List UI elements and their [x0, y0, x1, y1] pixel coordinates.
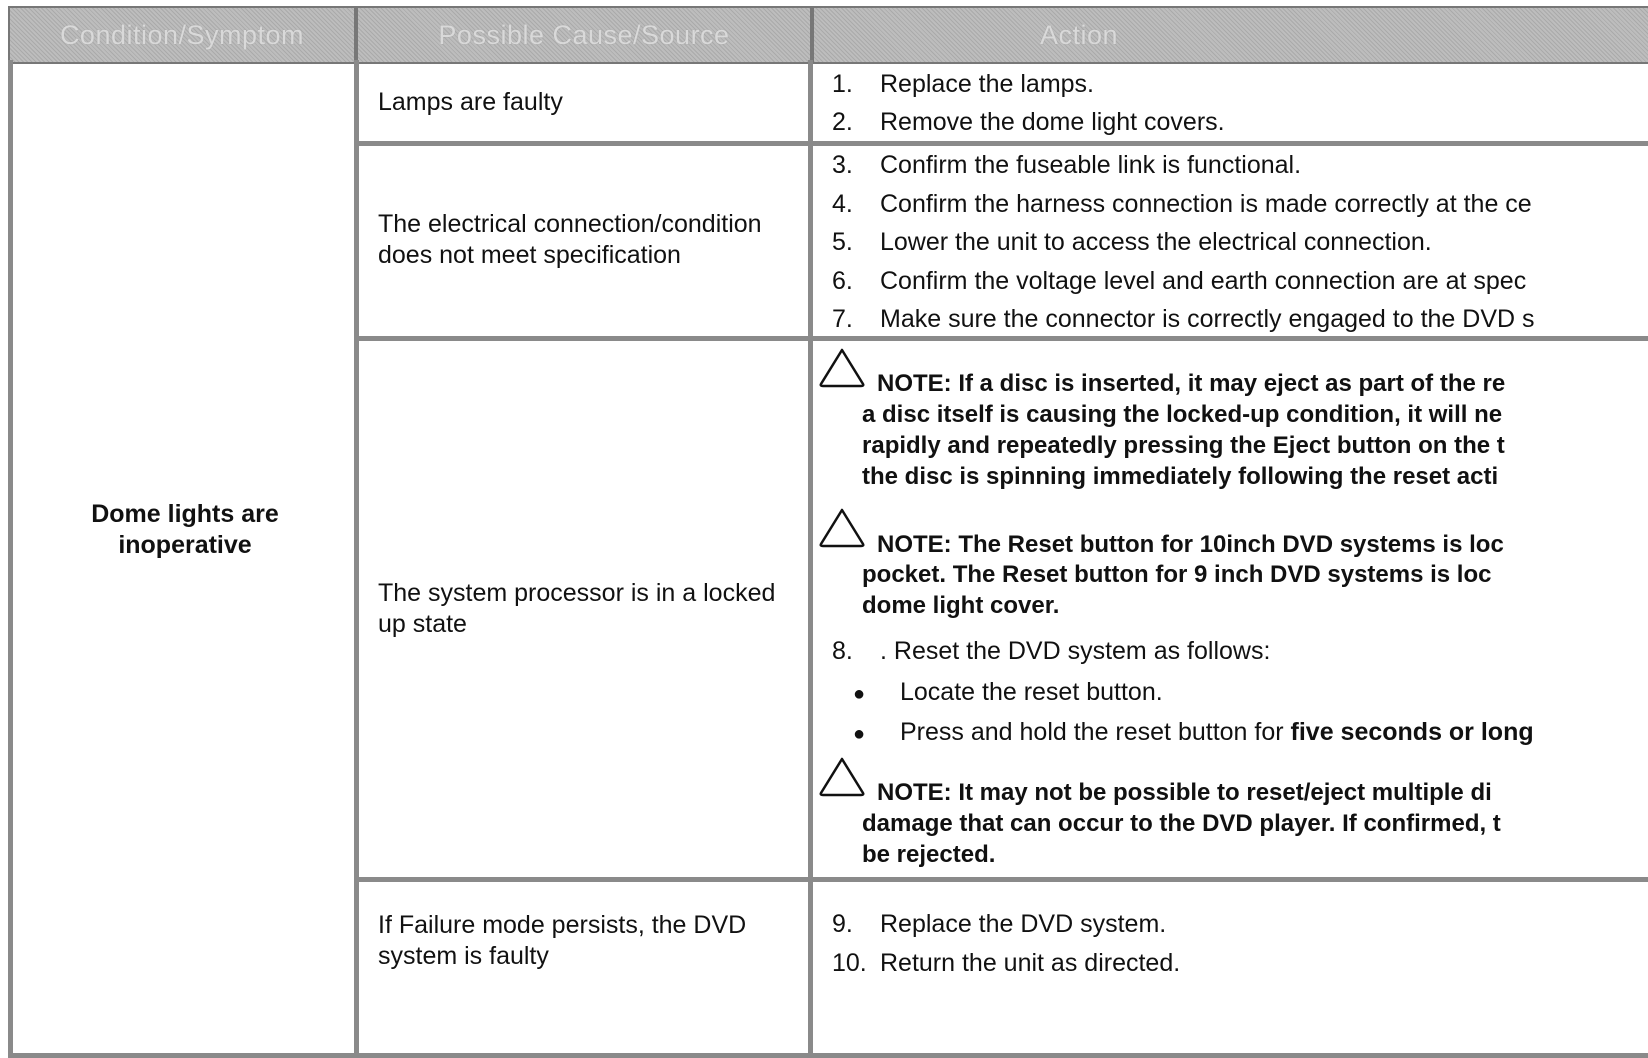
warning-triangle-icon [818, 507, 866, 549]
note-3-line-1: NOTE: It may not be possible to reset/eject multiple di [877, 779, 1492, 806]
step-5-num: 5. [832, 228, 853, 256]
note-2-line-2: pocket. The Reset button for 9 inch DVD systems is loc [862, 561, 1492, 588]
step-10-num: 10. [832, 949, 867, 977]
step-3-num: 3. [832, 151, 853, 179]
note-1-line-1: NOTE: If a disc is inserted, it may eject as part of the re [877, 370, 1506, 397]
step-9-text: Replace the DVD system. [880, 910, 1167, 938]
bullet-dot: ● [852, 683, 866, 705]
bullet-press-hold-bold: five seconds or long [1290, 718, 1534, 746]
step-8 [832, 636, 1270, 667]
step-5 [832, 227, 1432, 258]
header-cause [356, 6, 812, 64]
grid-line-col1 [354, 60, 359, 1057]
step-8-num: 8. [832, 637, 853, 665]
note-1-line-3: rapidly and repeatedly pressing the Eject button on the t [862, 432, 1505, 459]
step-7-text: Make sure the connector is correctly engaged to the DVD s [880, 305, 1535, 333]
step-1 [832, 69, 1094, 100]
grid-line-bottom [8, 1053, 1648, 1058]
step-4-num: 4. [832, 190, 853, 218]
step-6 [832, 266, 1526, 297]
bullet-press-hold-text: Press and hold the reset button for [900, 718, 1291, 746]
step-7 [832, 304, 1535, 335]
step-7-num: 7. [832, 305, 853, 333]
header-condition [8, 6, 356, 64]
grid-line-row1 [354, 141, 1648, 146]
step-2 [832, 107, 1225, 138]
step-2-num: 2. [832, 108, 853, 136]
step-4-text: Confirm the harness connection is made correctly at the ce [880, 190, 1532, 218]
header-condition-label: Condition/Symptom [59, 19, 305, 50]
step-2-text: Remove the dome light covers. [880, 108, 1225, 136]
cause-dvd-faulty: If Failure mode persists, the DVD system is faulty [378, 911, 747, 970]
step-8-text: . Reset the DVD system as follows: [880, 637, 1271, 665]
grid-line-col2 [808, 60, 813, 1057]
step-3-text: Confirm the fuseable link is functional. [880, 151, 1302, 179]
cause-lamps: Lamps are faulty [378, 88, 563, 116]
step-4 [832, 189, 1532, 220]
grid-line-row2 [354, 336, 1648, 341]
warning-triangle-icon [818, 756, 866, 798]
step-9 [832, 909, 1166, 940]
step-1-text: Replace the lamps. [880, 70, 1095, 98]
step-1-num: 1. [832, 70, 853, 98]
grid-line-left [8, 60, 13, 1057]
note-3-line-2: damage that can occur to the DVD player. If confirmed, t [862, 810, 1501, 837]
step-5-text: Lower the unit to access the electrical connection. [880, 228, 1432, 256]
step-9-num: 9. [832, 910, 853, 938]
step-6-text: Confirm the voltage level and earth connection are at spec [880, 267, 1527, 295]
bullet-locate [835, 677, 1163, 710]
note-1-line-2: a disc itself is causing the locked-up condition, it will ne [862, 401, 1503, 428]
grid-line-row3 [354, 877, 1648, 882]
note-3-line-3: be rejected. [862, 841, 996, 868]
bullet-dot: ● [852, 723, 866, 745]
step-10-text: Return the unit as directed. [880, 949, 1181, 977]
step-10 [832, 948, 1180, 979]
step-6-num: 6. [832, 267, 853, 295]
header-action [812, 6, 1648, 64]
cause-electrical: The electrical connection/condition does not meet specification [378, 210, 762, 269]
warning-triangle-icon [818, 347, 866, 389]
header-action-label: Action [1039, 19, 1119, 50]
header-cause-label: Possible Cause/Source [438, 19, 730, 50]
note-2-line-3: dome light cover. [862, 592, 1060, 619]
step-3 [832, 150, 1301, 181]
bullet-press-hold [835, 717, 1534, 750]
note-1-line-4: the disc is spinning immediately following the reset acti [862, 463, 1499, 490]
note-2-line-1: NOTE: The Reset button for 10inch DVD systems is loc [877, 531, 1504, 558]
bullet-locate-text: Locate the reset button. [900, 678, 1163, 706]
cause-locked-up: The system processor is in a locked up state [378, 579, 776, 638]
symptom-text: Dome lights are inoperative [91, 500, 279, 559]
